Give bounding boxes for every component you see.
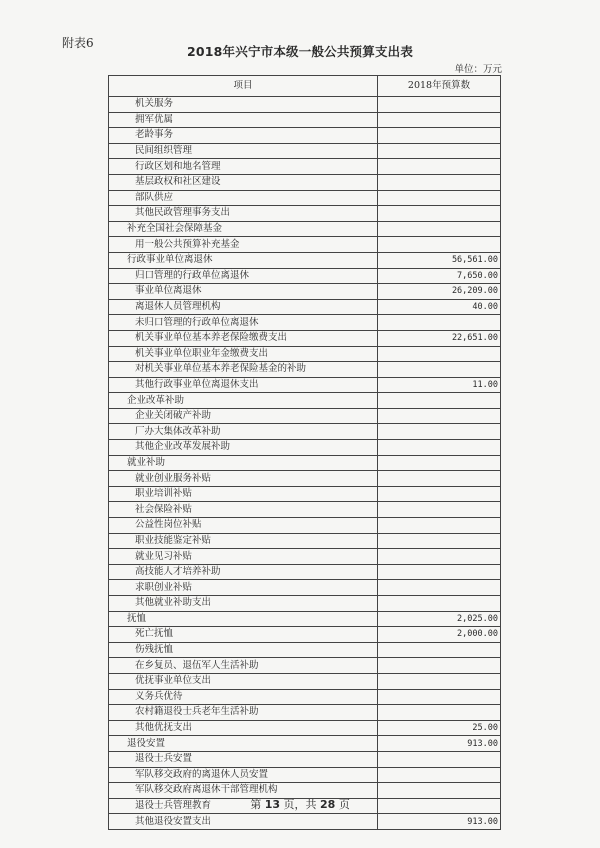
- row-item-label: 民间组织管理: [109, 143, 378, 159]
- footer-suffix: 页: [338, 798, 350, 811]
- row-item-label: 离退休人员管理机构: [109, 299, 378, 315]
- table-row: [109, 751, 501, 767]
- row-item-label: 社会保险补贴: [109, 502, 378, 518]
- row-item-label: 拥军优属: [109, 112, 378, 128]
- table-row: [109, 128, 501, 144]
- row-item-label: 义务兵优待: [109, 689, 378, 705]
- table-row: [109, 393, 501, 409]
- table-row: [109, 377, 501, 393]
- row-budget-value: [378, 767, 501, 783]
- table-row: [109, 408, 501, 424]
- row-budget-value: [378, 221, 501, 237]
- row-budget-value: [378, 206, 501, 222]
- footer-middle: 页，共: [283, 798, 317, 811]
- row-budget-value: [378, 440, 501, 456]
- row-item-label: 基层政权和社区建设: [109, 174, 378, 190]
- row-item-label: 求职创业补贴: [109, 580, 378, 596]
- row-item-label: 其他企业改革发展补助: [109, 440, 378, 456]
- page-footer: [0, 796, 600, 812]
- row-budget-value: [378, 751, 501, 767]
- footer-page-number: 13: [264, 798, 280, 811]
- row-item-label: 其他就业补助支出: [109, 596, 378, 612]
- row-item-label: 在乡复员、退伍军人生活补助: [109, 658, 378, 674]
- row-budget-value: [378, 97, 501, 113]
- page-title: 2018年兴宁市本级一般公共预算支出表: [186, 44, 414, 59]
- row-item-label: 高技能人才培养补助: [109, 564, 378, 580]
- row-item-label: 补充全国社会保障基金: [109, 221, 378, 237]
- table-row: [109, 471, 501, 487]
- table-row: [109, 440, 501, 456]
- row-item-label: 机关事业单位基本养老保险缴费支出: [109, 330, 378, 346]
- row-budget-value: 26,209.00: [378, 284, 501, 300]
- row-budget-value: [378, 237, 501, 253]
- row-item-label: 厂办大集体改革补助: [109, 424, 378, 440]
- row-budget-value: 913.00: [378, 814, 501, 830]
- row-budget-value: [378, 564, 501, 580]
- row-budget-value: [378, 596, 501, 612]
- row-item-label: 退役士兵安置: [109, 751, 378, 767]
- row-budget-value: [378, 705, 501, 721]
- table-row: [109, 252, 501, 268]
- table-row: [109, 673, 501, 689]
- row-item-label: 其他优抚支出: [109, 720, 378, 736]
- row-item-label: 就业见习补贴: [109, 549, 378, 565]
- row-item-label: 职业培训补贴: [109, 486, 378, 502]
- header-item: 项目: [109, 76, 378, 97]
- table-row: [109, 814, 501, 830]
- row-budget-value: 11.00: [378, 377, 501, 393]
- row-budget-value: [378, 673, 501, 689]
- row-item-label: 老龄事务: [109, 128, 378, 144]
- row-budget-value: [378, 689, 501, 705]
- row-item-label: 未归口管理的行政单位离退休: [109, 315, 378, 331]
- row-item-label: 机关事业单位职业年金缴费支出: [109, 346, 378, 362]
- table-row: [109, 315, 501, 331]
- row-budget-value: [378, 346, 501, 362]
- row-item-label: 公益性岗位补贴: [109, 518, 378, 534]
- row-item-label: 其他退役安置支出: [109, 814, 378, 830]
- row-item-label: 其他行政事业单位离退休支出: [109, 377, 378, 393]
- row-budget-value: 25.00: [378, 720, 501, 736]
- row-item-label: 军队移交政府离退休干部管理机构: [109, 783, 378, 799]
- row-budget-value: [378, 174, 501, 190]
- row-item-label: 行政事业单位离退休: [109, 252, 378, 268]
- row-budget-value: 2,000.00: [378, 627, 501, 643]
- row-item-label: 军队移交政府的离退休人员安置: [109, 767, 378, 783]
- row-budget-value: 40.00: [378, 299, 501, 315]
- row-item-label: 农村籍退役士兵老年生活补助: [109, 705, 378, 721]
- row-budget-value: [378, 128, 501, 144]
- row-budget-value: [378, 159, 501, 175]
- table-row: [109, 502, 501, 518]
- unit-label: 单位：万元: [454, 64, 502, 75]
- table-row: [109, 596, 501, 612]
- table-row: [109, 206, 501, 222]
- row-budget-value: [378, 143, 501, 159]
- row-budget-value: [378, 658, 501, 674]
- row-budget-value: 913.00: [378, 736, 501, 752]
- table-row: [109, 330, 501, 346]
- table-row: [109, 268, 501, 284]
- row-item-label: 抚恤: [109, 611, 378, 627]
- table-row: [109, 627, 501, 643]
- row-item-label: 死亡抚恤: [109, 627, 378, 643]
- row-budget-value: [378, 190, 501, 206]
- row-budget-value: 7,650.00: [378, 268, 501, 284]
- table-row: [109, 221, 501, 237]
- row-item-label: 优抚事业单位支出: [109, 673, 378, 689]
- row-budget-value: [378, 471, 501, 487]
- table-row: [109, 658, 501, 674]
- row-item-label: 就业补助: [109, 455, 378, 471]
- row-budget-value: [378, 315, 501, 331]
- row-budget-value: 56,561.00: [378, 252, 501, 268]
- row-item-label: 对机关事业单位基本养老保险基金的补助: [109, 362, 378, 378]
- row-budget-value: 22,651.00: [378, 330, 501, 346]
- row-budget-value: [378, 486, 501, 502]
- table-row: [109, 549, 501, 565]
- row-item-label: 用一般公共预算补充基金: [109, 237, 378, 253]
- row-budget-value: [378, 518, 501, 534]
- table-row: [109, 112, 501, 128]
- row-budget-value: [378, 549, 501, 565]
- footer-prefix: 第: [250, 798, 262, 811]
- table-row: [109, 159, 501, 175]
- table-row: [109, 720, 501, 736]
- table-row: [109, 705, 501, 721]
- table-row: [109, 689, 501, 705]
- table-row: [109, 736, 501, 752]
- row-item-label: 退役安置: [109, 736, 378, 752]
- row-item-label: 事业单位离退休: [109, 284, 378, 300]
- row-budget-value: [378, 455, 501, 471]
- table-row: [109, 533, 501, 549]
- row-item-label: 部队供应: [109, 190, 378, 206]
- footer-total-pages: 28: [320, 798, 336, 811]
- row-budget-value: [378, 580, 501, 596]
- row-budget-value: [378, 424, 501, 440]
- row-item-label: 行政区划和地名管理: [109, 159, 378, 175]
- table-row: [109, 767, 501, 783]
- table-header-row: [109, 76, 501, 97]
- table-row: [109, 611, 501, 627]
- table-row: [109, 424, 501, 440]
- table-row: [109, 362, 501, 378]
- table-row: [109, 486, 501, 502]
- table-row: [109, 580, 501, 596]
- table-row: [109, 642, 501, 658]
- row-budget-value: [378, 112, 501, 128]
- table-row: [109, 518, 501, 534]
- row-budget-value: [378, 362, 501, 378]
- row-budget-value: [378, 502, 501, 518]
- table-row: [109, 564, 501, 580]
- row-budget-value: [378, 642, 501, 658]
- row-item-label: 归口管理的行政单位离退休: [109, 268, 378, 284]
- table-row: [109, 190, 501, 206]
- table-row: [109, 299, 501, 315]
- table-row: [109, 97, 501, 113]
- budget-table: [108, 75, 501, 830]
- row-item-label: 机关服务: [109, 97, 378, 113]
- row-budget-value: [378, 533, 501, 549]
- row-item-label: 伤残抚恤: [109, 642, 378, 658]
- table-row: [109, 284, 501, 300]
- row-item-label: 其他民政管理事务支出: [109, 206, 378, 222]
- row-budget-value: 2,025.00: [378, 611, 501, 627]
- row-item-label: 退役士兵管理教育: [109, 798, 378, 814]
- table-row: [109, 346, 501, 362]
- table-row: [109, 143, 501, 159]
- row-item-label: 企业关闭破产补助: [109, 408, 378, 424]
- table-row: [109, 237, 501, 253]
- row-budget-value: [378, 408, 501, 424]
- table-row: [109, 455, 501, 471]
- row-item-label: 企业改革补助: [109, 393, 378, 409]
- header-budget: 2018年预算数: [378, 76, 501, 97]
- table-row: [109, 174, 501, 190]
- row-item-label: 职业技能鉴定补贴: [109, 533, 378, 549]
- row-item-label: 就业创业服务补贴: [109, 471, 378, 487]
- appendix-label: 附表6: [62, 36, 94, 50]
- row-budget-value: [378, 393, 501, 409]
